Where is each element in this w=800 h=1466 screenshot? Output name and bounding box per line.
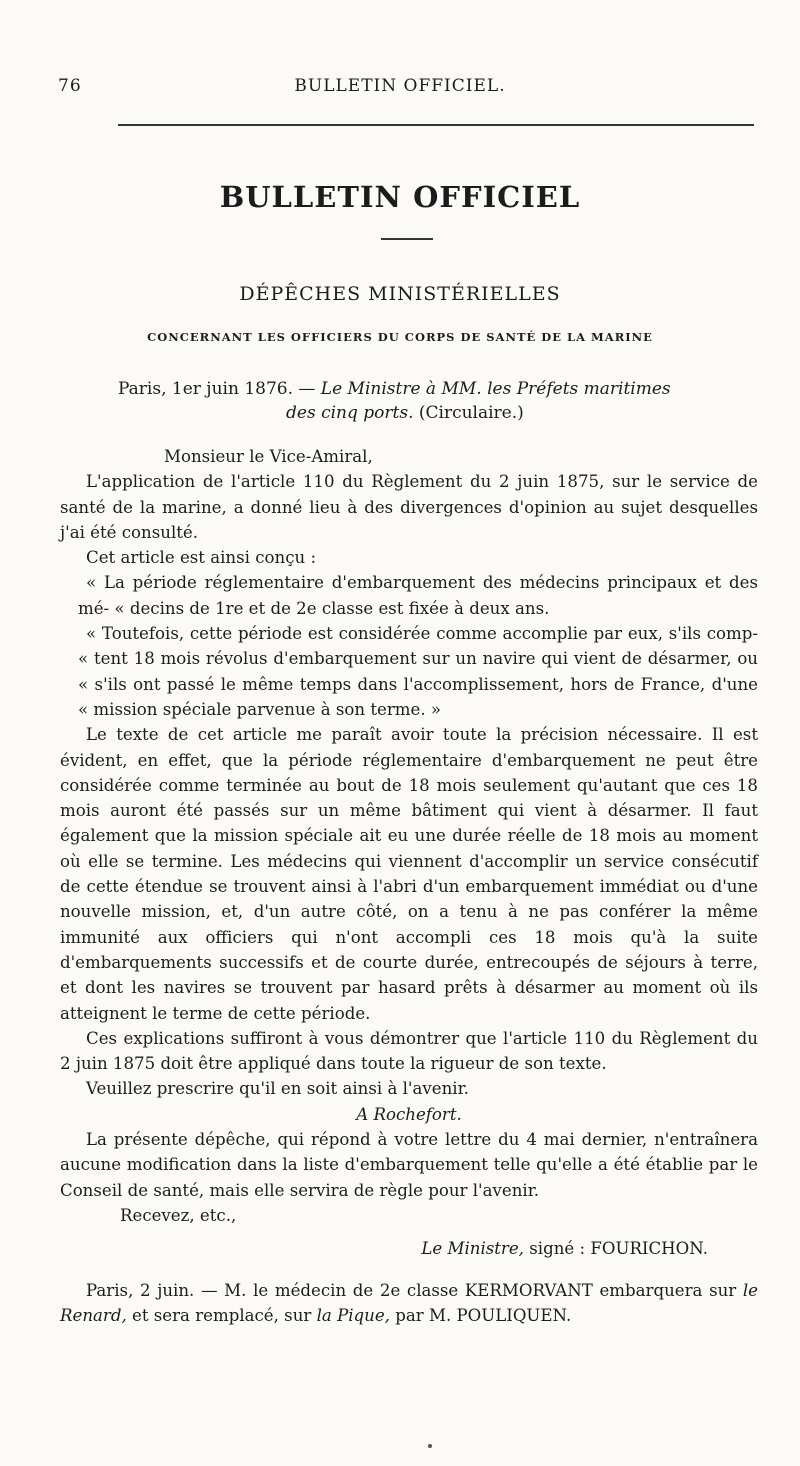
dateline-kind: (Circulaire.) — [413, 403, 524, 423]
dateline-addressee: Le Ministre à MM. les Préfets maritimes — [320, 379, 671, 399]
note-ship-1: le Renard, — [60, 1280, 758, 1325]
paragraph-2: Cet article est ainsi conçu : — [86, 548, 317, 568]
dateline — [118, 377, 758, 425]
salutation: Monsieur le Vice-Amiral, — [164, 447, 373, 466]
paragraph-1: L'application de l'article 110 du Règlement du 2 juin 1875, sur le service de santé de la marine, a donné lieu à des divergences d'opinion au sujet desquelles j'ai été consulté. — [60, 472, 758, 542]
paragraph-5: Veuillez prescrire qu'il en soit ainsi à l'avenir. — [86, 1079, 469, 1099]
header-rule — [118, 124, 754, 126]
note-tail: par M. POULIQUEN. — [389, 1305, 572, 1325]
paragraph-3: Le texte de cet article me paraît avoir toute la précision nécessaire. Il est évident, en effet, que la période réglementaire d'embarquement ne peut être considérée comme terminée au bout de 18 mois seulement qu'autant que ces 18 mois auront été passés sur un même bâtiment qui vient à désarmer. Il faut également que la mission spéciale ait eu une durée réelle de 18 mois au moment où elle se termine. Les médecins qui viennent d'accomplir un service consécutif de cette étendue se trouvent ainsi à l'abri d'un embarquement immédiat ou d'une nouvelle mission, et, d'un autre côté, on a tenu à ne pas conférer la même immunité aux officiers qui n'ont accompli ces 18 mois qu'à la suite d'embarquements successifs et de courte durée, entrecoupés de séjours à terre, et dont les navires se trouvent par hasard prêts à désarmer au moment où ils atteignent le terme de cette période. — [60, 725, 758, 1023]
signature-text: signé : FOURICHON. — [523, 1239, 708, 1259]
title-dash — [381, 238, 433, 240]
note-mid: et sera remplacé, sur — [126, 1305, 317, 1325]
dateline-place-date: Paris, 1er juin 1876. — — [118, 379, 321, 399]
page-number: 76 — [58, 76, 82, 96]
letter-body — [60, 444, 758, 1328]
main-title: BULLETIN OFFICIEL — [219, 180, 581, 214]
place-text: A Rochefort. — [356, 1104, 462, 1124]
section-title: DÉPÊCHES MINISTÉRIELLES — [239, 283, 561, 305]
dateline-line-2 — [118, 401, 758, 425]
greeting: Recevez, etc., — [120, 1205, 237, 1225]
paragraph-6: La présente dépêche, qui répond à votre lettre du 4 mai dernier, n'entraînera aucune modification dans la liste d'embarquement telle qu'elle a été établie par le Conseil de santé, mais elle servira de règle pour l'avenir. — [60, 1130, 758, 1200]
note-lead: Paris, 2 juin. — M. le médecin de 2e classe KERMORVANT embarquera sur — [86, 1280, 743, 1300]
dateline-addressee-2: des cinq ports. — [286, 403, 414, 423]
place — [60, 1102, 758, 1127]
paragraph-4: Ces explications suffiront à vous démontrer que l'article 110 du Règlement du 2 juin 1875 doit être appliqué dans toute la rigueur de son texte. — [60, 1028, 758, 1074]
ink-dot — [428, 1444, 432, 1448]
running-head — [58, 76, 742, 102]
section-subtitle: CONCERNANT LES OFFICIERS DU CORPS DE SANTÉ DE LA MARINE — [147, 330, 653, 344]
quote-1: « La période réglementaire d'embarquement des médecins principaux et des mé- « decins de 1re et de 2e classe est fixée à deux ans. — [78, 573, 758, 618]
note-ship-2: la Pique, — [316, 1305, 390, 1325]
signature-role: Le Ministre, — [421, 1239, 524, 1259]
running-title: BULLETIN OFFICIEL. — [294, 76, 506, 96]
note — [60, 1278, 758, 1329]
signature — [60, 1236, 758, 1261]
quote-2: « Toutefois, cette période est considérée comme accomplie par eux, s'ils comp- « tent 18 mois révolus d'embarquement sur un navire qui vient de désarmer, ou « s'ils ont passé le même temps dans l'accomplissement, hors de France, d'une « mission spéciale parvenue à son terme. » — [78, 624, 758, 719]
